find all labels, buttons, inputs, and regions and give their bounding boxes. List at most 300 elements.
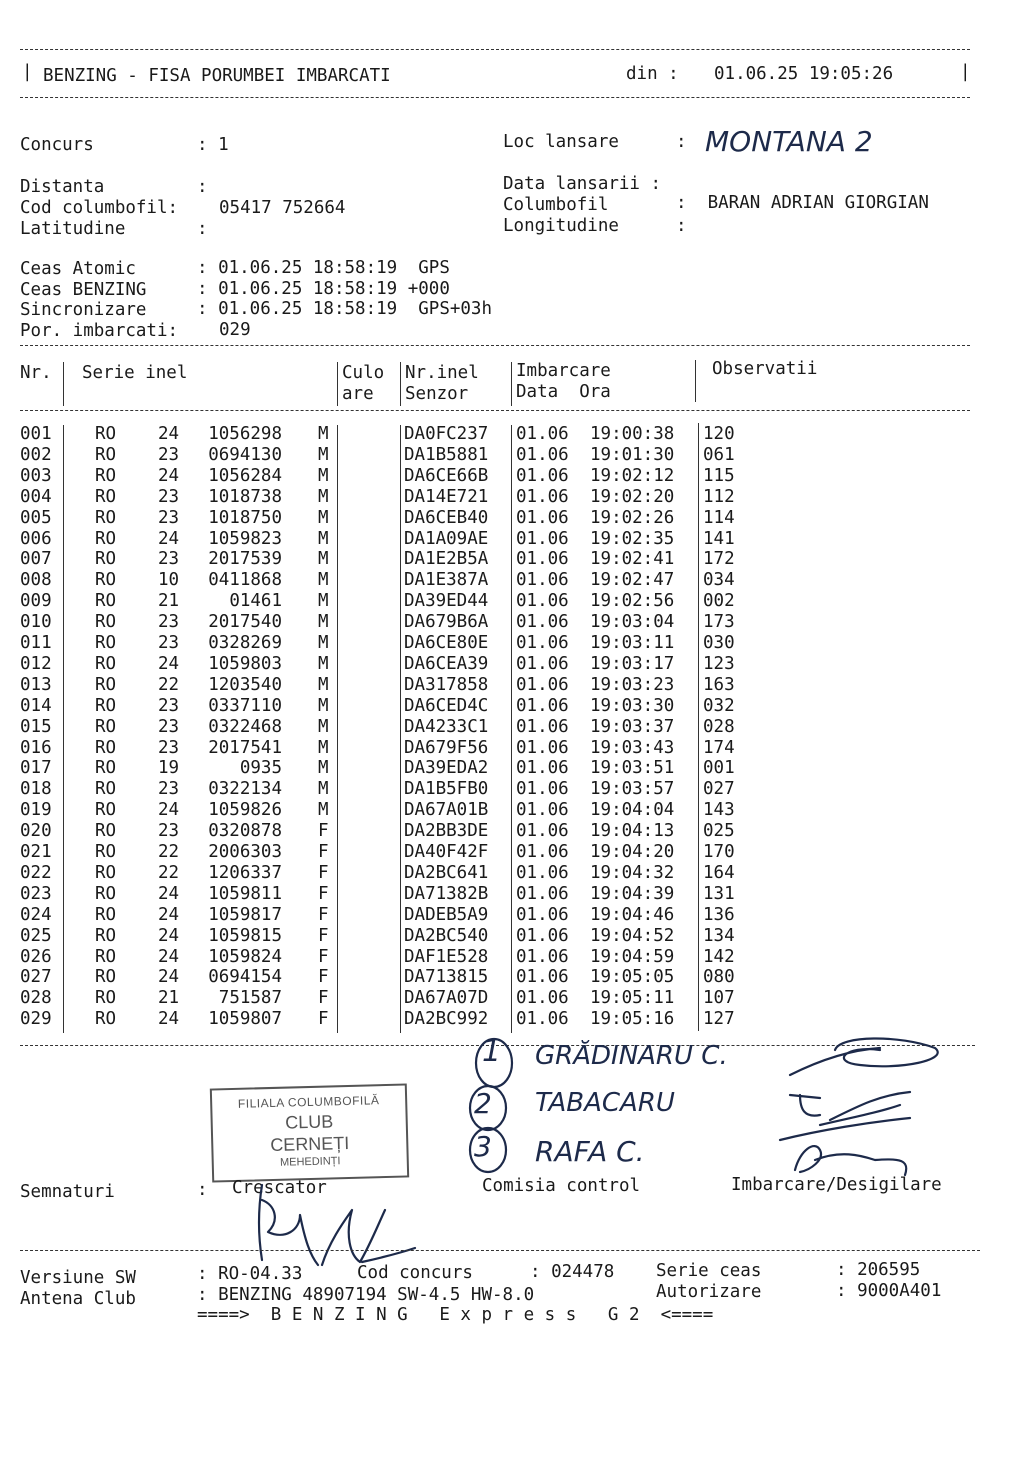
- cell-sensor: DA317858: [404, 674, 489, 695]
- cell-sensor: DA6CE66B: [404, 465, 489, 486]
- cell-ring: 2017539: [208, 549, 282, 570]
- cell-year: 22: [158, 674, 180, 695]
- cod-concurs-value: : 024478: [530, 1262, 615, 1282]
- cell-country: RO: [95, 758, 117, 779]
- cell-sensor: DA1E2B5A: [404, 549, 489, 570]
- data-lansarii-label: Data lansarii :: [503, 174, 662, 194]
- cell-date: 01.06: [516, 883, 569, 904]
- cell-obs: 115: [703, 465, 735, 486]
- cell-obs: 107: [703, 988, 735, 1009]
- cell-ring: 1203540: [208, 674, 282, 695]
- cell-sensor: DA2BC992: [404, 1009, 489, 1030]
- cell-year: 21: [158, 988, 180, 1009]
- col-header-culoare-2: are: [342, 384, 374, 404]
- cell-time: 19:00:38: [590, 424, 675, 444]
- cell-obs: 174: [703, 737, 735, 758]
- cell-ring: 1018738: [208, 486, 282, 507]
- cell-time: 19:03:37: [590, 716, 675, 737]
- cell-sensor: DA40F42F: [404, 842, 489, 862]
- cell-country: RO: [95, 988, 117, 1009]
- latitudine-label: Latitudine: [20, 219, 126, 239]
- cell-time: 19:04:04: [590, 800, 675, 821]
- comisia-name-1: GRĂDINARU C.: [535, 1041, 728, 1071]
- cell-obs: 173: [703, 612, 735, 633]
- cell-obs: 120: [703, 424, 735, 444]
- semnaturi-label: Semnaturi: [20, 1182, 115, 1202]
- cell-obs: 034: [703, 570, 735, 591]
- cell-nr: 020: [20, 821, 52, 842]
- cell-date: 01.06: [516, 821, 569, 842]
- cell-obs: 170: [703, 842, 735, 862]
- cell-sex: M: [318, 695, 329, 716]
- col-header-nrinel-1: Nr.inel: [405, 363, 479, 383]
- cell-date: 01.06: [516, 988, 569, 1009]
- cell-year: 22: [158, 862, 180, 883]
- cell-year: 23: [158, 507, 180, 528]
- cell-country: RO: [95, 486, 117, 507]
- cell-country: RO: [95, 549, 117, 570]
- cell-obs: 172: [703, 549, 735, 570]
- cell-year: 23: [158, 549, 180, 570]
- cell-time: 19:02:26: [590, 507, 675, 528]
- cell-sensor: DA4233C1: [404, 716, 489, 737]
- cell-sex: F: [318, 988, 329, 1009]
- cell-sensor: DA1E387A: [404, 570, 489, 591]
- cell-obs: 114: [703, 507, 735, 528]
- cell-date: 01.06: [516, 1009, 569, 1030]
- cell-ring: 1059826: [208, 800, 282, 821]
- cod-columbofil-label: Cod columbofil:: [20, 198, 179, 218]
- comisia-name-2: TABACARU: [535, 1088, 675, 1118]
- cell-ring: 2017540: [208, 612, 282, 633]
- cell-sex: M: [318, 424, 329, 444]
- col-header-observatii: Observatii: [712, 359, 818, 379]
- cell-date: 01.06: [516, 507, 569, 528]
- cell-nr: 022: [20, 862, 52, 883]
- cell-ring: 1059811: [208, 883, 282, 904]
- cell-year: 24: [158, 465, 180, 486]
- cell-sensor: DA71382B: [404, 883, 489, 904]
- cell-obs: 143: [703, 800, 735, 821]
- header-right-bar: |: [960, 62, 971, 82]
- cell-nr: 002: [20, 444, 52, 465]
- cell-sensor: DA679B6A: [404, 612, 489, 633]
- cod-columbofil-value: 05417 752664: [219, 198, 346, 218]
- divider: [20, 1250, 980, 1251]
- cell-sex: F: [318, 946, 329, 967]
- cell-country: RO: [95, 653, 117, 674]
- cell-ring: 1059803: [208, 653, 282, 674]
- cell-time: 19:02:47: [590, 570, 675, 591]
- cell-sensor: DA1B5FB0: [404, 779, 489, 800]
- cell-year: 23: [158, 486, 180, 507]
- cell-sex: M: [318, 549, 329, 570]
- cell-date: 01.06: [516, 612, 569, 633]
- cell-year: 10: [158, 570, 180, 591]
- cell-obs: 164: [703, 862, 735, 883]
- serie-ceas-value: : 206595: [836, 1260, 921, 1280]
- col-header-nrinel-2: Senzor: [405, 384, 469, 404]
- cell-sex: F: [318, 862, 329, 883]
- loc-lansare-handwritten: MONTANA 2: [705, 125, 873, 158]
- cell-country: RO: [95, 465, 117, 486]
- cell-sex: F: [318, 883, 329, 904]
- cell-nr: 014: [20, 695, 52, 716]
- semnaturi-colon: :: [197, 1180, 208, 1200]
- cell-date: 01.06: [516, 946, 569, 967]
- porumbei-imbarcati-label: Por. imbarcati:: [20, 321, 179, 341]
- cell-time: 19:02:35: [590, 528, 675, 549]
- cell-time: 19:05:05: [590, 967, 675, 988]
- cell-date: 01.06: [516, 862, 569, 883]
- cell-country: RO: [95, 695, 117, 716]
- cell-sex: F: [318, 967, 329, 988]
- versiune-sw-value: : RO-04.33: [197, 1264, 303, 1284]
- cell-year: 21: [158, 591, 180, 612]
- cell-country: RO: [95, 424, 117, 444]
- cell-country: RO: [95, 946, 117, 967]
- cell-country: RO: [95, 716, 117, 737]
- cell-sex: M: [318, 507, 329, 528]
- cell-nr: 009: [20, 591, 52, 612]
- cell-year: 23: [158, 779, 180, 800]
- cell-date: 01.06: [516, 424, 569, 444]
- cell-ring: 1056298: [208, 424, 282, 444]
- cell-ring: 0328269: [208, 633, 282, 653]
- circled-number-3: 3: [474, 1130, 492, 1163]
- cell-time: 19:04:59: [590, 946, 675, 967]
- cell-sensor: DA2BC641: [404, 862, 489, 883]
- cell-sex: M: [318, 674, 329, 695]
- cell-time: 19:03:04: [590, 612, 675, 633]
- cell-country: RO: [95, 570, 117, 591]
- header-left-bar: |: [22, 62, 33, 82]
- longitudine-value: :: [676, 216, 687, 236]
- page-title: BENZING - FISA PORUMBEI IMBARCATI: [43, 66, 391, 86]
- cell-year: 24: [158, 946, 180, 967]
- cell-sex: M: [318, 612, 329, 633]
- cell-obs: 163: [703, 674, 735, 695]
- cell-time: 19:04:39: [590, 883, 675, 904]
- cell-sensor: DA1B5881: [404, 444, 489, 465]
- cell-date: 01.06: [516, 779, 569, 800]
- cell-ring: 1059815: [208, 925, 282, 946]
- cell-sex: M: [318, 653, 329, 674]
- cell-nr: 025: [20, 925, 52, 946]
- cell-country: RO: [95, 444, 117, 465]
- cell-nr: 012: [20, 653, 52, 674]
- cell-sex: F: [318, 904, 329, 925]
- ceas-atomic-value: : 01.06.25 18:58:19 GPS: [197, 258, 450, 278]
- date-label: din :: [626, 64, 679, 84]
- cell-sex: M: [318, 444, 329, 465]
- cell-date: 01.06: [516, 904, 569, 925]
- col-header-culoare-1: Culo: [342, 363, 385, 383]
- comisia-label: Comisia control: [482, 1176, 641, 1196]
- cell-year: 24: [158, 904, 180, 925]
- cell-country: RO: [95, 821, 117, 842]
- cell-nr: 027: [20, 967, 52, 988]
- cell-date: 01.06: [516, 716, 569, 737]
- autorizare-label: Autorizare: [656, 1282, 762, 1302]
- cell-time: 19:03:51: [590, 758, 675, 779]
- cell-time: 19:02:12: [590, 465, 675, 486]
- cell-time: 19:03:30: [590, 695, 675, 716]
- cell-sex: M: [318, 486, 329, 507]
- cell-ring: 0935: [239, 758, 282, 779]
- cell-date: 01.06: [516, 528, 569, 549]
- cell-ring: 01461: [229, 591, 282, 612]
- cell-sensor: DA713815: [404, 967, 489, 988]
- crescator-signature: [259, 1185, 415, 1265]
- cell-time: 19:03:57: [590, 779, 675, 800]
- cell-sensor: DA6CE80E: [404, 633, 489, 653]
- circle-mark-2: [470, 1086, 506, 1130]
- cell-nr: 023: [20, 883, 52, 904]
- cell-nr: 004: [20, 486, 52, 507]
- col-header-imbarcare-1: Imbarcare: [516, 361, 611, 381]
- cell-nr: 019: [20, 800, 52, 821]
- cell-date: 01.06: [516, 633, 569, 653]
- cell-country: RO: [95, 883, 117, 904]
- cell-country: RO: [95, 779, 117, 800]
- cell-sex: M: [318, 591, 329, 612]
- cell-year: 22: [158, 842, 180, 862]
- cell-time: 19:03:11: [590, 633, 675, 653]
- signature-2: [780, 1092, 910, 1140]
- ceas-atomic-label: Ceas Atomic: [20, 259, 136, 279]
- cell-country: RO: [95, 507, 117, 528]
- cell-obs: 131: [703, 883, 735, 904]
- cell-time: 19:05:11: [590, 988, 675, 1009]
- cell-year: 24: [158, 800, 180, 821]
- col-header-serie: Serie inel: [82, 363, 188, 383]
- cell-year: 24: [158, 925, 180, 946]
- cell-time: 19:04:52: [590, 925, 675, 946]
- cell-sensor: DA39EDA2: [404, 758, 489, 779]
- cell-date: 01.06: [516, 967, 569, 988]
- cell-time: 19:03:17: [590, 653, 675, 674]
- cell-year: 23: [158, 695, 180, 716]
- antena-club-label: Antena Club: [20, 1289, 136, 1309]
- cell-year: 24: [158, 967, 180, 988]
- cell-date: 01.06: [516, 465, 569, 486]
- cell-country: RO: [95, 674, 117, 695]
- cell-country: RO: [95, 737, 117, 758]
- cell-date: 01.06: [516, 674, 569, 695]
- cell-obs: 030: [703, 633, 735, 653]
- cell-obs: 123: [703, 653, 735, 674]
- cell-nr: 011: [20, 633, 52, 653]
- concurs-value: : 1: [197, 135, 229, 155]
- antena-club-value: : BENZING 48907194 SW-4.5 HW-8.0: [197, 1285, 535, 1305]
- cell-nr: 017: [20, 758, 52, 779]
- sincronizare-value: : 01.06.25 18:58:19 GPS+03h: [197, 299, 493, 319]
- cell-nr: 013: [20, 674, 52, 695]
- col-header-imbarcare-2: Data Ora: [516, 382, 611, 402]
- cell-sensor: DA6CEB40: [404, 507, 489, 528]
- cell-time: 19:04:32: [590, 862, 675, 883]
- cell-ring: 0322468: [208, 716, 282, 737]
- longitudine-label: Longitudine: [503, 216, 619, 236]
- cell-nr: 018: [20, 779, 52, 800]
- cell-sensor: DA679F56: [404, 737, 489, 758]
- cell-country: RO: [95, 800, 117, 821]
- autorizare-value: : 9000A401: [836, 1281, 942, 1301]
- cell-obs: 027: [703, 779, 735, 800]
- cell-sex: F: [318, 925, 329, 946]
- cell-obs: 134: [703, 925, 735, 946]
- cell-year: 19: [158, 758, 180, 779]
- comisia-name-3: RAFA C.: [535, 1135, 645, 1168]
- cell-sex: M: [318, 465, 329, 486]
- cell-sensor: DA6CEA39: [404, 653, 489, 674]
- cell-year: 24: [158, 653, 180, 674]
- cell-time: 19:02:20: [590, 486, 675, 507]
- cell-sex: M: [318, 758, 329, 779]
- concurs-label: Concurs: [20, 135, 94, 155]
- cell-sensor: DAF1E528: [404, 946, 489, 967]
- cell-obs: 061: [703, 444, 735, 465]
- distanta-value: :: [197, 177, 208, 197]
- cell-year: 24: [158, 528, 180, 549]
- cell-country: RO: [95, 633, 117, 653]
- cell-nr: 021: [20, 842, 52, 862]
- cell-sex: M: [318, 737, 329, 758]
- loc-lansare-label: Loc lansare: [503, 132, 619, 152]
- cell-country: RO: [95, 925, 117, 946]
- cell-obs: 136: [703, 904, 735, 925]
- cell-ring: 1018750: [208, 507, 282, 528]
- cell-sensor: DA67A01B: [404, 800, 489, 821]
- cell-date: 01.06: [516, 549, 569, 570]
- cell-sensor: DADEB5A9: [404, 904, 489, 925]
- cell-ring: 1059823: [208, 528, 282, 549]
- cell-obs: 025: [703, 821, 735, 842]
- cell-sensor: DA14E721: [404, 486, 489, 507]
- cell-date: 01.06: [516, 800, 569, 821]
- cell-time: 19:04:13: [590, 821, 675, 842]
- cell-ring: 0322134: [208, 779, 282, 800]
- latitudine-value: :: [197, 219, 208, 239]
- club-stamp: FILIALA COLUMBOFILĂ CLUB CERNEȚI MEHEDINȚI: [210, 1083, 409, 1182]
- cod-concurs-label: Cod concurs: [357, 1263, 473, 1283]
- benzing-banner: ====> B E N Z I N G E x p r e s s G 2 <====: [197, 1305, 714, 1325]
- cell-year: 24: [158, 424, 180, 444]
- cell-time: 19:02:56: [590, 591, 675, 612]
- cell-ring: 1059824: [208, 946, 282, 967]
- columbofil-label: Columbofil: [503, 195, 609, 215]
- cell-year: 24: [158, 1009, 180, 1030]
- cell-nr: 015: [20, 716, 52, 737]
- cell-nr: 005: [20, 507, 52, 528]
- cell-year: 23: [158, 821, 180, 842]
- signature-3: [795, 1146, 906, 1175]
- cell-sex: M: [318, 528, 329, 549]
- distanta-label: Distanta: [20, 177, 105, 197]
- cell-ring: 1206337: [208, 862, 282, 883]
- crescator-label: Crescator: [232, 1178, 327, 1198]
- cell-nr: 008: [20, 570, 52, 591]
- ceas-benzing-label: Ceas BENZING: [20, 280, 147, 300]
- cell-nr: 024: [20, 904, 52, 925]
- cell-country: RO: [95, 612, 117, 633]
- cell-sensor: DA2BB3DE: [404, 821, 489, 842]
- cell-obs: 127: [703, 1009, 735, 1030]
- cell-sex: M: [318, 716, 329, 737]
- cell-obs: 001: [703, 758, 735, 779]
- cell-date: 01.06: [516, 695, 569, 716]
- cell-time: 19:03:23: [590, 674, 675, 695]
- cell-ring: 1059807: [208, 1009, 282, 1030]
- cell-date: 01.06: [516, 570, 569, 591]
- cell-country: RO: [95, 967, 117, 988]
- imbarcare-label: Imbarcare/Desigilare: [731, 1175, 942, 1195]
- cell-nr: 006: [20, 528, 52, 549]
- cell-ring: 1056284: [208, 465, 282, 486]
- cell-sex: M: [318, 800, 329, 821]
- circle-mark-1: [476, 1034, 512, 1087]
- ceas-benzing-value: : 01.06.25 18:58:19 +000: [197, 279, 450, 299]
- cell-year: 23: [158, 612, 180, 633]
- cell-sex: F: [318, 821, 329, 842]
- cell-date: 01.06: [516, 653, 569, 674]
- cell-sex: M: [318, 633, 329, 653]
- cell-obs: 002: [703, 591, 735, 612]
- cell-sensor: DA0FC237: [404, 424, 489, 444]
- cell-obs: 032: [703, 695, 735, 716]
- cell-ring: 2017541: [208, 737, 282, 758]
- boarding-sheet: | BENZING - FISA PORUMBEI IMBARCATI din : 01.06.25 19:05:26 | Concurs : 1 Loc lansare : MONTANA 2 Distanta : Cod columbofil: 05417 752664 Latitudine : Data lansarii : Columbofil : BARAN ADRIAN GIORGIAN Longitudine : Ceas Atomic : 01.06.25 18:58:19 GPS Ceas BENZING : 01.06.25 18:58:19 +000 Sincronizare : 01.06.25 18:58:19 GPS+03h Por. imbarcati: 029 Nr. Serie inel Culo are Nr.inel Senzor Imbarcare Data Ora Observatii 001 RO 24 1056298 M DA0FC237 01.06 19:00:38 120 002 RO 23 0694130 M DA1B5881 01.06 19:01:30 061 003 RO 24 1056284 M DA6CE66B 01.06 19:02:12 115 004 RO 23 1018738 M DA14E721 01.06 19:02:20 112 005 RO 23 1018750 M DA6CEB40 01.06 19:02:26 114 006 RO 24 1059823 M DA1A09AE 01.06 19:02:35 141 007 RO 23 2017539 M DA1E2B5A 01.06 19:02:41 172 008 RO 10 0411868 M DA1E387A 01.06 19:02:47 034 009 RO 21 01461 M DA39ED44 01.06 19:02:56 002 010 RO 23 2017540 M DA679B6A 01.06 19:03:04 173 011 RO 23 0328269 M DA6CE80E 01.06 19:03:11 030 012 RO 24 1059803 M DA6CEA39 01.06 19:03:17 123 013 RO 22 1203540 M DA317858 01.06 19:03:23 163 014 RO 23 0337110 M DA6CED4C 01.06 19:03:30 032 015 RO 23 0322468 M DA4233C1 01.06 19:03:37 028 016 RO 23 2017541 M DA679F56 01.06 19:03:43 174 017 RO 19 0935 M DA39EDA2 01.06 19:03:51 001 018 RO 23 0322134 M DA1B5FB0 01.06 19:03:57 027 019 RO 24 1059826 M DA67A01B 01.06 19:04:04 143 020 RO 23 0320878 F DA2BB3DE 01.06 19:04:13 025 021 RO 22 2006303 F DA40F42F 01.06 19:04:20 170 022 RO 22 1206337 F DA2BC641 01.06 19:04:32 164 023 RO 24 1059811 F DA71382B 01.06 19:04:39 131 024 RO 24 1059817 F DADEB5A9 01.06 19:04:46 136 025 RO 24 1059815 F DA2BC540 01.06 19:04:52 134 026 RO 24 1059824 F DAF1E528 01.06 19:04:59 142 027 RO 24 0694154 F DA713815 01.06 19:05:05 080 028 RO 21 751587 F DA67A07D 01.06 19:05:11 107 029 RO 24 1059807 F DA2BC992 01.06 19:05:16 127 1 GRĂDINARU C. 2 TABACARU 3 RAFA C. FILIALA COLUMBOFILĂ CLUB CERNEȚI MEHEDINȚI Semnaturi : Crescator Comisia control Imbarcare/Desigilare Versiune SW : RO-04.33 Cod concurs : 024478 Serie ceas : 206595 Antena Club : BENZING 48907194 SW-4.5 HW-8.0 Autorizare : 9000A401 ====> B E N Z I N G E x p r e s s G 2 <====: [0, 0, 1024, 1459]
- cell-sex: F: [318, 842, 329, 862]
- cell-date: 01.06: [516, 925, 569, 946]
- cell-ring: 0411868: [208, 570, 282, 591]
- cell-nr: 010: [20, 612, 52, 633]
- cell-sensor: DA6CED4C: [404, 695, 489, 716]
- cell-ring: 1059817: [208, 904, 282, 925]
- cell-sex: F: [318, 1009, 329, 1030]
- cell-nr: 007: [20, 549, 52, 570]
- cell-date: 01.06: [516, 758, 569, 779]
- cell-sensor: DA2BC540: [404, 925, 489, 946]
- cell-time: 19:04:20: [590, 842, 675, 862]
- cell-ring: 0694154: [208, 967, 282, 988]
- columbofil-value: : BARAN ADRIAN GIORGIAN: [676, 193, 929, 213]
- cell-country: RO: [95, 862, 117, 883]
- cell-ring: 0320878: [208, 821, 282, 842]
- cell-country: RO: [95, 1009, 117, 1030]
- cell-sensor: DA39ED44: [404, 591, 489, 612]
- cell-ring: 751587: [218, 988, 282, 1009]
- cell-nr: 029: [20, 1009, 52, 1030]
- cell-sex: M: [318, 570, 329, 591]
- cell-year: 23: [158, 716, 180, 737]
- cell-nr: 001: [20, 424, 52, 444]
- circle-mark-3: [470, 1128, 506, 1172]
- cell-country: RO: [95, 591, 117, 612]
- circled-number-1: 1: [482, 1034, 502, 1069]
- cell-ring: 2006303: [208, 842, 282, 862]
- cell-year: 24: [158, 883, 180, 904]
- cell-year: 23: [158, 737, 180, 758]
- cell-obs: 142: [703, 946, 735, 967]
- cell-obs: 080: [703, 967, 735, 988]
- cell-date: 01.06: [516, 737, 569, 758]
- porumbei-imbarcati-count: 029: [219, 320, 251, 340]
- cell-time: 19:05:16: [590, 1009, 675, 1030]
- cell-year: 23: [158, 444, 180, 465]
- cell-ring: 0337110: [208, 695, 282, 716]
